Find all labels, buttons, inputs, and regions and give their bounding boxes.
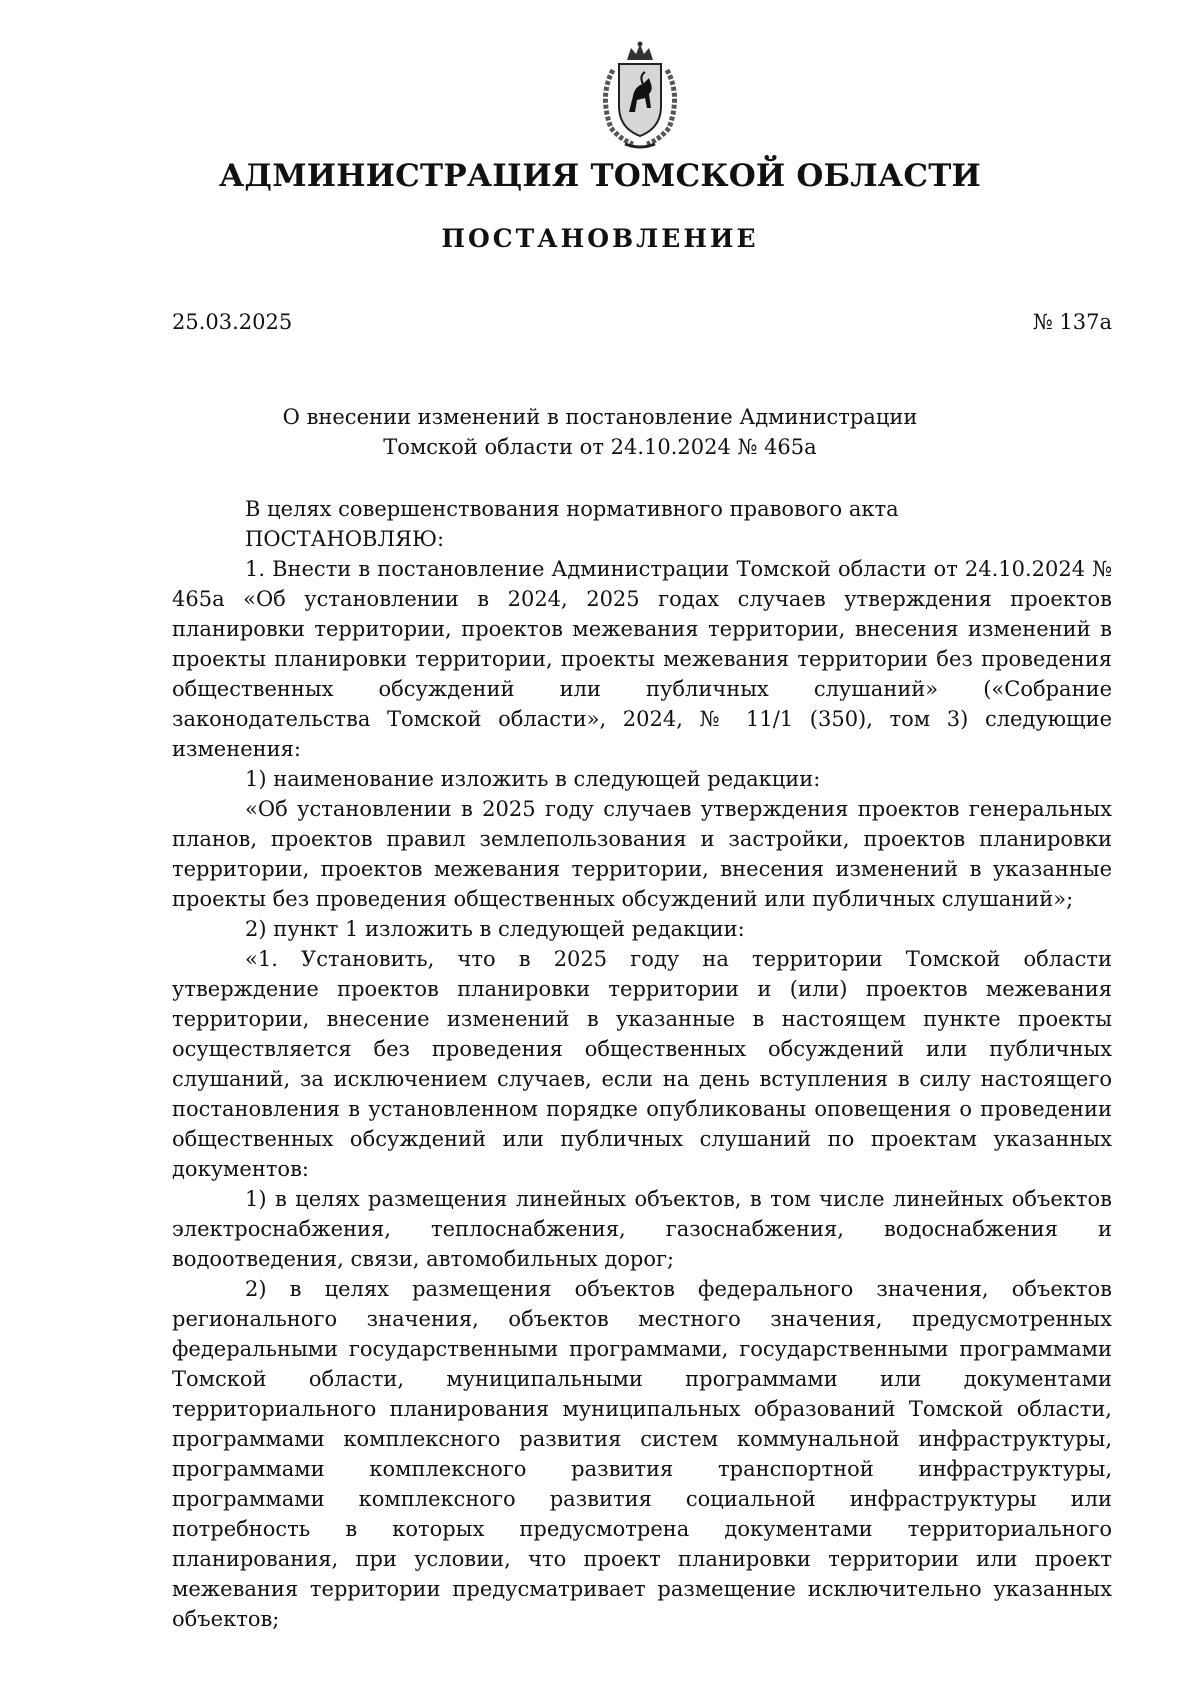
paragraph-subitem-2: 2) пункт 1 изложить в следующей редакции: [245,917,745,941]
tomsk-coat-of-arms-icon [585,40,695,152]
organization-title: АДМИНИСТРАЦИЯ ТОМСКОЙ ОБЛАСТИ [218,158,981,194]
paragraph-new-title: «Об установлении в 2025 году случаев утверждения проектов генеральных планов, проектов правил землепользования и застройки, проектов планировки территории, проектов межевания территории, внесения изменений в указанные проекты без проведения общественных обсуждений или публичных слушаний»; [172,797,1112,911]
paragraph-subitem-1: 1) наименование изложить в следующей редакции: [245,767,821,791]
document-date: 25.03.2025 [172,310,293,334]
document-number: № 137а [1032,310,1112,334]
subject-line-1: О внесении изменений в постановление Администрации [282,405,918,429]
subject-line-2: Томской области от 24.10.2024 № 465а [383,435,817,459]
paragraph-item-1: 1. Внести в постановление Администрации Томской области от 24.10.2024 № 465а «Об установлении в 2024, 2025 годах случаев утверждения проектов планировки территории, проектов межевания территории, внесения изменений в проекты планировки территории, проекты межевания территории без проведения общественных обсуждений или публичных слушаний» («Собрание законодательства Томской области», 2024, № 11/1 (350), том 3) следующие изменения: [172,557,1112,761]
paragraph-objects-significance: 2) в целях размещения объектов федерального значения, объектов регионального значения, объектов местного значения, предусмотренных федеральными государственными программами, государственными программами Томской области, муниципальными программами или документами территориального планирования муниципальных образований Томской области, программами комплексного развития систем коммунальной инфраструктуры, программами комплексного развития транспортной инфраструктуры, программами комплексного развития социальной инфраструктуры или потребность в которых предусмотрена документами территориального планирования, при условии, что проект планировки территории или проект межевания территории предусматривает размещение исключительно указанных объектов; [172,1277,1112,1631]
document-body [172,494,1112,1634]
document-subject [0,402,1200,462]
preamble-paragraph: В целях совершенствования нормативного правового акта [245,497,899,521]
paragraph-linear-objects: 1) в целях размещения линейных объектов, в том числе линейных объектов электроснабжения, теплоснабжения, газоснабжения, водоснабжения и водоотведения, связи, автомобильных дорог; [172,1187,1112,1271]
decree-word: ПОСТАНОВЛЯЮ: [245,527,445,551]
paragraph-new-point-1: «1. Установить, что в 2025 году на территории Томской области утверждение проектов планировки территории и (или) проектов межевания территории, внесение изменений в указанные в настоящем пункте проекты осуществляется без проведения общественных обсуждений или публичных слушаний, за исключением случаев, если на день вступления в силу настоящего постановления в установленном порядке опубликованы оповещения о проведении общественных обсуждений или публичных слушаний по проектам указанных документов: [172,947,1112,1181]
document-type: ПОСТАНОВЛЕНИЕ [441,224,759,253]
